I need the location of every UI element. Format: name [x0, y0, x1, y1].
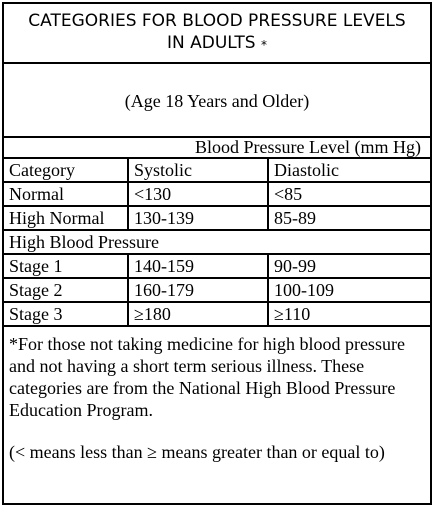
col-header-systolic: Systolic — [129, 159, 269, 181]
footnote-block — [4, 327, 430, 463]
systolic-cell: 130-139 — [129, 207, 269, 229]
table-row — [4, 207, 430, 231]
title-line-2 — [4, 32, 430, 54]
section-row — [4, 231, 430, 255]
col-header-diastolic: Diastolic — [274, 160, 339, 180]
systolic-cell: <130 — [129, 183, 269, 205]
category-cell: Stage 1 — [4, 255, 129, 277]
systolic-cell: 140-159 — [129, 255, 269, 277]
title-line-2-text: IN ADULTS — [166, 33, 256, 53]
systolic-cell: 160-179 — [129, 279, 269, 301]
bp-level-header: Blood Pressure Level (mm Hg) — [195, 137, 421, 157]
blood-pressure-table — [2, 2, 432, 505]
category-cell: Stage 2 — [4, 279, 129, 301]
table-row — [4, 279, 430, 303]
category-cell: Normal — [4, 183, 129, 205]
title-asterisk: * — [261, 38, 267, 52]
table-row — [4, 255, 430, 279]
col-header-category: Category — [4, 159, 129, 181]
symbol-legend-text: (< means less than ≥ means greater than or equal to) — [9, 442, 385, 462]
diastolic-cell: 85-89 — [274, 208, 316, 228]
diastolic-cell: <85 — [274, 184, 303, 204]
diastolic-cell: ≥110 — [274, 304, 311, 324]
table-row — [4, 183, 430, 207]
title-line-1: CATEGORIES FOR BLOOD PRESSURE LEVELS — [28, 11, 406, 31]
footnote-text: *For those not taking medicine for high blood pressure and not having a short term serious illness. These categories are from the National High Blood Pressure Education Program. — [9, 334, 405, 420]
section-label: High Blood Pressure — [9, 232, 159, 252]
diastolic-cell: 90-99 — [274, 256, 316, 276]
spacer — [9, 421, 422, 441]
column-header-row — [4, 159, 430, 183]
age-note: (Age 18 Years and Older) — [4, 64, 430, 138]
category-cell: High Normal — [4, 207, 129, 229]
systolic-cell: ≥180 — [129, 303, 269, 325]
table-row — [4, 303, 430, 327]
table-title — [4, 4, 430, 64]
bp-level-header-row — [4, 138, 430, 159]
category-cell: Stage 3 — [4, 303, 129, 325]
diastolic-cell: 100-109 — [274, 280, 334, 300]
